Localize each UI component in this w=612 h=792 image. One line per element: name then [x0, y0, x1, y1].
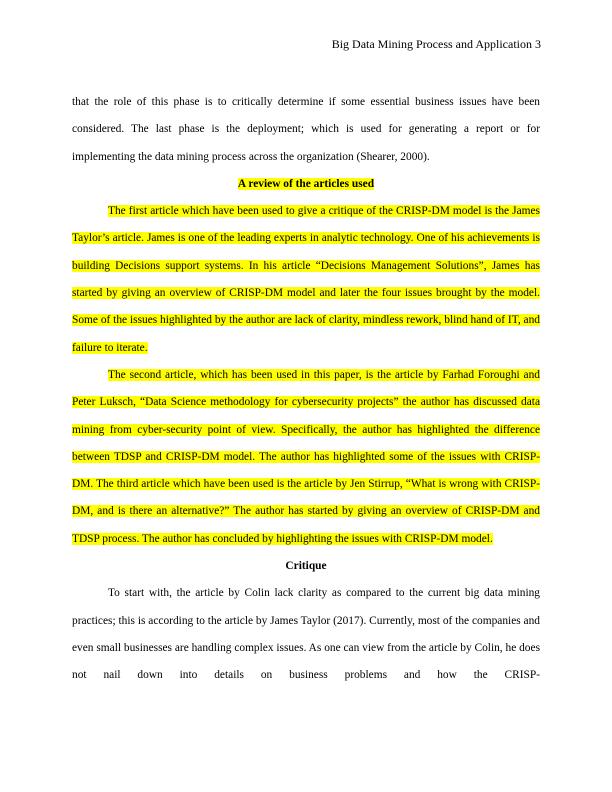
paragraph-first-article [72, 198, 540, 362]
section-heading-review [72, 171, 540, 198]
paragraph-critique: To start with, the article by Colin lack clarity as compared to the current big data mining practices; this is according to the article by James Taylor (2017). Currently, most of the companies and even small businesses are handling complex issues. As one can view from the article by Colin, he does not nail down into details on business problems and how the CRISP- [72, 587, 540, 682]
paragraph-deployment: that the role of this phase is to critically determine if some essential business issues have been considered. The last phase is the deployment; which is used for generating a report or for implementing the data mining process across the organization (Shearer, 2000). [72, 96, 540, 163]
running-head: Big Data Mining Process and Application 3 [331, 37, 541, 51]
section-heading-critique: Critique [285, 560, 327, 573]
paragraph-first-article-text: The first article which have been used to give a critique of the CRISP-DM model is the James Taylor’s article. James is one of the leading experts in analytic technology. One of his achievements is building Decisions support systems. In his article “Decisions Management Solutions”, James has started by giving an overview of CRISP-DM model and later the four issues brought by the model. Some of the issues highlighted by the author are lack of clarity, mindless rework, blind hand of IT, and failure to iterate. [72, 205, 540, 354]
paragraph-second-article-text: The second article, which has been used in this paper, is the article by Farhad Foroughi and Peter Luksch, “Data Science methodology for cybersecurity projects” the author has discussed data mining from cyber-security point of view. Specifically, the author has highlighted the difference between TDSP and CRISP-DM model. The author has highlighted some of the issues with CRISP-DM. The third article which have been used is the article by Jen Stirrup, “What is wrong with CRISP-DM, and is there an alternative?” The author has started by giving an overview of CRISP-DM and TDSP process. The author has concluded by highlighting the issues with CRISP-DM model. [72, 368, 540, 545]
document-body [72, 89, 540, 690]
paragraph-second-article [72, 362, 540, 553]
heading-review-text: A review of the articles used [237, 177, 375, 190]
